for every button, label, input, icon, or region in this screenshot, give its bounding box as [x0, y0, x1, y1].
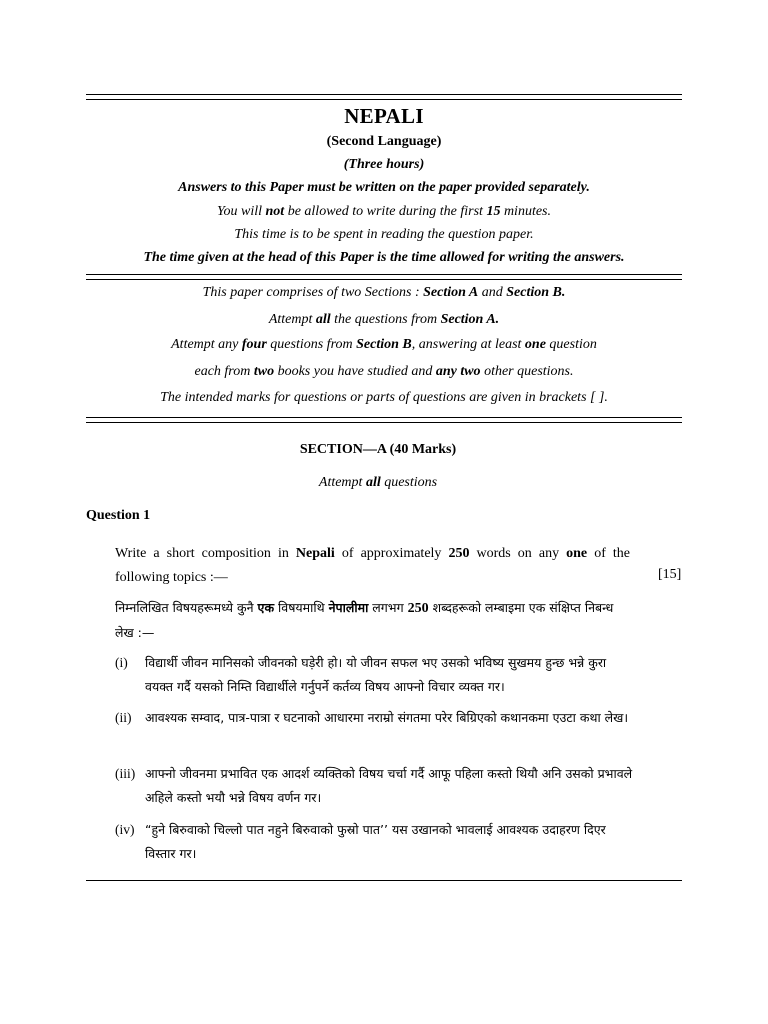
instr2-pre: Attempt — [268, 312, 316, 327]
instr1-pre: This paper comprises of two Sections : — [202, 285, 424, 300]
question-1-english — [115, 542, 630, 590]
q1-np-1: निम्नलिखित विषयहरूमध्ये कुनै — [115, 600, 258, 615]
instr3-pre: Attempt any — [171, 337, 242, 352]
bottom-rule — [86, 880, 682, 881]
topic-item — [115, 818, 635, 866]
instr3-section: Section B — [356, 337, 412, 352]
write-mid: be allowed to write during the first — [284, 204, 487, 219]
q1-np-nepalima: नेपालीमा — [328, 600, 369, 615]
low-rule-1 — [86, 417, 682, 418]
instr3-mid: questions from — [266, 337, 357, 352]
topic-item — [115, 651, 635, 699]
topic-item — [115, 762, 635, 810]
paper-subtitle: (Second Language) — [326, 134, 442, 149]
instr1-and: and — [478, 285, 507, 300]
q1-en-3: words on any — [469, 546, 567, 561]
mid-rule-2 — [86, 279, 682, 280]
instr4-two: two — [253, 364, 275, 379]
section-title: SECTION—A (40 Marks) — [299, 442, 457, 457]
topic-text: “हुने बिरुवाको चिल्लो पात नहुने बिरुवाको फुस्रो पात’’ यस उखानको भावलाई आवश्यक उदाहरण दिएर विस्तार गर। — [145, 822, 606, 861]
question-1-marks: [15] — [658, 567, 682, 582]
question-1-nepali — [115, 596, 635, 645]
time-note: The time given at the head of this Paper is the time allowed for writing the answers. — [143, 250, 625, 265]
q1-en-one: one — [566, 546, 588, 561]
q1-en-2: of approximately — [334, 546, 449, 561]
topic-text: आवश्यक सम्वाद, पात्र-पात्रा र घटनाको आधारमा नराम्रो संगतमा परेर बिग्रिएको कथानकमा एउटा कथा लेख। — [145, 710, 629, 725]
topic-item — [115, 706, 635, 730]
q1-en-nepali: Nepali — [295, 546, 335, 561]
topic-number: (i) — [115, 655, 128, 670]
attempt-all: all — [365, 475, 381, 490]
instruction-line-3 — [80, 337, 688, 354]
paper-title: NEPALI — [344, 104, 424, 128]
q1-np-3: लगभग — [368, 600, 408, 615]
topic-number: (iv) — [115, 822, 135, 837]
q1-np-250: 250 — [407, 601, 429, 616]
write-num: 15 — [486, 204, 501, 219]
top-rule-2 — [86, 99, 682, 100]
write-pre: You will — [217, 204, 266, 219]
instr1-section-b: Section B. — [506, 285, 566, 300]
topic-text: आफ्नो जीवनमा प्रभावित एक आदर्श व्यक्तिको विषय चर्चा गर्दै आफू पहिला कस्तो थियौ अनि उसको प्रभावले अहिले कस्तो भयौ भन्ने विषय वर्णन गर। — [145, 766, 633, 805]
q1-np-2: विषयमाथि — [274, 600, 329, 615]
top-rule-1 — [86, 94, 682, 95]
instr3-post: question — [545, 337, 597, 352]
instruction-line-4 — [80, 364, 688, 381]
write-post: minutes. — [500, 204, 551, 219]
instruction-line-2 — [80, 312, 688, 329]
paper-duration: (Three hours) — [343, 157, 425, 172]
instr2-all: all — [315, 312, 331, 327]
instruction-line-5: The intended marks for questions or parts of questions are given in brackets [ ]. — [160, 390, 608, 405]
instr4-pre: each from — [194, 364, 254, 379]
mid-rule-1 — [86, 274, 682, 275]
answers-note: Answers to this Paper must be written on the paper provided separately. — [178, 180, 590, 195]
q1-en-250: 250 — [448, 546, 470, 561]
topic-number: (iii) — [115, 766, 136, 781]
section-attempt — [178, 475, 578, 492]
attempt-pre: Attempt — [318, 475, 366, 490]
instr2-section: Section A. — [440, 312, 500, 327]
instr4-mid: books you have studied and — [274, 364, 436, 379]
instruction-line-1 — [80, 285, 688, 302]
write-not: not — [265, 204, 285, 219]
question-1-label: Question 1 — [86, 508, 151, 523]
instr4-any-two: any two — [435, 364, 481, 379]
instr4-post: other questions. — [480, 364, 574, 379]
instr1-section-a: Section A — [423, 285, 479, 300]
low-rule-2 — [86, 422, 682, 423]
q1-en-1: Write a short composition in — [115, 546, 296, 561]
topic-number: (ii) — [115, 710, 132, 725]
q1-np-4: शब्दहरूको लम्बाइमा एक संक्षिप्त निबन्ध लेख :— — [115, 600, 614, 640]
write-note — [80, 204, 688, 221]
reading-note: This time is to be spent in reading the question paper. — [234, 227, 534, 242]
q1-en-4: of the following topics :— — [115, 546, 631, 585]
instr3-one: one — [524, 337, 546, 352]
instr2-mid: the questions from — [330, 312, 441, 327]
attempt-post: questions — [380, 475, 438, 490]
q1-np-ek: एक — [257, 600, 275, 615]
topic-text: विद्यार्थी जीवन मानिसको जीवनको घड़ेरी हो। यो जीवन सफल भए उसको भविष्य सुखमय हुन्छ भन्ने कुरा वयक्त गर्दै यसको निम्ति विद्यार्थीले गर्नुपर्ने कर्तव्य विषय आफ्नो विचार व्यक्त गर। — [145, 655, 607, 694]
instr3-mid2: , answering at least — [411, 337, 525, 352]
instr3-four: four — [241, 337, 267, 352]
